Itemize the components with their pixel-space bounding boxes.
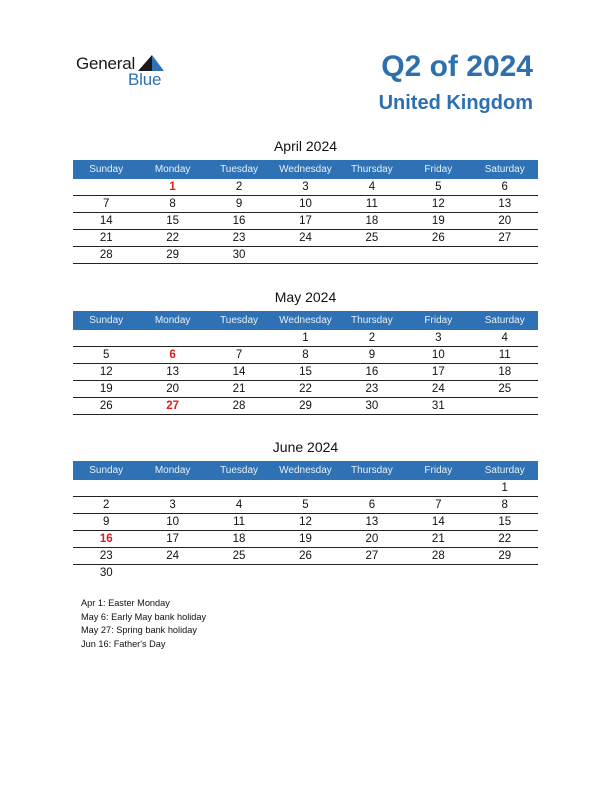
holiday-notes bbox=[81, 597, 206, 651]
weekday-label: Friday bbox=[424, 164, 453, 175]
day-cell: 7 bbox=[103, 198, 110, 210]
day-cell: 26 bbox=[99, 400, 113, 412]
day-cell: 27 bbox=[166, 400, 180, 412]
day-cell: 15 bbox=[498, 516, 512, 528]
month-title: April 2024 bbox=[273, 138, 338, 154]
weekday-label: Tuesday bbox=[220, 315, 259, 326]
empty-day-cell bbox=[339, 247, 405, 263]
week-row bbox=[73, 514, 538, 531]
day-cell: 31 bbox=[431, 400, 445, 412]
day-cell: 14 bbox=[99, 215, 113, 227]
day-cell: 23 bbox=[365, 383, 379, 395]
month-june bbox=[73, 437, 538, 581]
day-cell: 28 bbox=[99, 249, 113, 261]
day-cell: 24 bbox=[299, 232, 312, 244]
day-cell: 14 bbox=[431, 516, 445, 528]
day-cell: 1 bbox=[302, 332, 309, 344]
day-cell: 23 bbox=[232, 232, 246, 244]
day-cell: 17 bbox=[166, 533, 180, 545]
day-cell: 6 bbox=[368, 499, 376, 511]
weekday-header bbox=[73, 160, 538, 179]
week-row bbox=[73, 565, 538, 581]
weekday-label: Sunday bbox=[89, 465, 124, 476]
day-cell: 21 bbox=[99, 232, 113, 244]
day-cell: 13 bbox=[498, 198, 512, 210]
day-cell: 16 bbox=[99, 533, 113, 545]
day-cell: 17 bbox=[431, 366, 445, 378]
month-title: May 2024 bbox=[274, 289, 337, 305]
week-row bbox=[73, 531, 538, 548]
empty-day-cell bbox=[472, 565, 538, 581]
day-cell: 25 bbox=[498, 383, 512, 395]
empty-day-cell bbox=[339, 565, 405, 581]
week-row bbox=[73, 247, 538, 264]
day-cell: 4 bbox=[235, 499, 243, 511]
week-row bbox=[73, 398, 538, 415]
day-cell: 25 bbox=[365, 232, 379, 244]
empty-day-cell bbox=[472, 247, 538, 263]
weekday-label: Friday bbox=[424, 465, 453, 476]
weekday-label: Wednesday bbox=[279, 315, 332, 326]
day-cell: 24 bbox=[166, 550, 180, 562]
day-cell: 20 bbox=[498, 215, 512, 227]
day-cell: 3 bbox=[302, 181, 309, 193]
weekday-label: Sunday bbox=[89, 164, 124, 175]
holiday-note: May 6: Early May bank holiday bbox=[81, 611, 207, 622]
week-row bbox=[73, 381, 538, 398]
empty-day-cell bbox=[339, 480, 405, 496]
country-name: United Kingdom bbox=[378, 92, 533, 114]
month-may bbox=[73, 287, 538, 415]
day-cell: 10 bbox=[431, 349, 445, 361]
empty-day-cell bbox=[272, 480, 338, 496]
day-cell: 4 bbox=[501, 332, 508, 344]
day-cell: 24 bbox=[431, 383, 445, 395]
weekday-label: Saturday bbox=[484, 465, 525, 476]
day-cell: 25 bbox=[232, 550, 246, 562]
weekday-label: Thursday bbox=[351, 315, 393, 326]
day-cell: 8 bbox=[501, 499, 508, 511]
logo-triangle-icon bbox=[138, 53, 164, 71]
week-row bbox=[73, 364, 538, 381]
day-cell: 18 bbox=[232, 533, 246, 545]
week-row bbox=[73, 196, 538, 213]
day-cell: 22 bbox=[498, 533, 512, 545]
day-cell: 28 bbox=[232, 400, 246, 412]
month-april bbox=[73, 136, 538, 264]
weekday-label: Wednesday bbox=[279, 465, 332, 476]
empty-day-cell bbox=[272, 247, 338, 263]
day-cell: 13 bbox=[166, 366, 180, 378]
weekday-label: Monday bbox=[154, 315, 191, 326]
day-cell: 23 bbox=[99, 550, 113, 562]
day-cell: 30 bbox=[99, 567, 113, 579]
week-row bbox=[73, 330, 538, 347]
day-cell: 26 bbox=[299, 550, 312, 562]
day-cell: 18 bbox=[365, 215, 379, 227]
empty-day-cell bbox=[405, 565, 471, 581]
week-row bbox=[73, 480, 538, 497]
holiday-note: Jun 16: Father's Day bbox=[81, 638, 166, 649]
day-cell: 27 bbox=[365, 550, 379, 562]
week-row bbox=[73, 347, 538, 364]
weekday-label: Monday bbox=[154, 164, 191, 175]
day-cell: 10 bbox=[166, 516, 180, 528]
day-cell: 22 bbox=[299, 383, 312, 395]
day-cell: 14 bbox=[232, 366, 246, 378]
page-title: Q2 of 2024 bbox=[381, 50, 533, 83]
day-cell: 13 bbox=[365, 516, 379, 528]
logo bbox=[76, 52, 176, 88]
day-cell: 19 bbox=[99, 383, 113, 395]
day-cell: 9 bbox=[368, 349, 376, 361]
weekday-label: Tuesday bbox=[220, 465, 259, 476]
day-cell: 16 bbox=[365, 366, 379, 378]
weekday-label: Thursday bbox=[351, 164, 393, 175]
week-row bbox=[73, 497, 538, 514]
day-cell: 10 bbox=[299, 198, 312, 210]
day-cell: 28 bbox=[431, 550, 445, 562]
day-cell: 19 bbox=[431, 215, 445, 227]
weekday-label: Saturday bbox=[484, 164, 525, 175]
day-cell: 11 bbox=[498, 349, 511, 361]
month-title: June 2024 bbox=[272, 439, 339, 455]
day-cell: 5 bbox=[302, 499, 309, 511]
day-cell: 27 bbox=[498, 232, 512, 244]
day-cell: 5 bbox=[435, 181, 442, 193]
weekday-label: Monday bbox=[154, 465, 191, 476]
day-cell: 18 bbox=[498, 366, 512, 378]
day-cell: 8 bbox=[302, 349, 309, 361]
logo-blue-text: Blue bbox=[128, 70, 162, 89]
day-cell: 2 bbox=[103, 499, 110, 511]
weekday-label: Thursday bbox=[351, 465, 393, 476]
day-cell: 30 bbox=[365, 400, 379, 412]
weekday-label: Saturday bbox=[484, 315, 525, 326]
empty-day-cell bbox=[139, 330, 205, 346]
week-row bbox=[73, 179, 538, 196]
empty-day-cell bbox=[139, 480, 205, 496]
day-cell: 15 bbox=[299, 366, 312, 378]
day-cell: 9 bbox=[235, 198, 243, 210]
weekday-header bbox=[73, 311, 538, 330]
empty-day-cell bbox=[73, 179, 139, 195]
day-cell: 21 bbox=[431, 533, 445, 545]
day-cell: 29 bbox=[166, 249, 180, 261]
day-cell: 3 bbox=[435, 332, 442, 344]
day-cell: 4 bbox=[368, 181, 376, 193]
day-cell: 9 bbox=[103, 516, 110, 528]
empty-day-cell bbox=[272, 565, 338, 581]
week-row bbox=[73, 213, 538, 230]
week-row bbox=[73, 230, 538, 247]
day-cell: 16 bbox=[232, 215, 246, 227]
weekday-header bbox=[73, 461, 538, 480]
day-cell: 7 bbox=[435, 499, 442, 511]
day-cell: 6 bbox=[169, 349, 176, 361]
day-cell: 22 bbox=[166, 232, 180, 244]
day-cell: 21 bbox=[232, 383, 246, 395]
day-cell: 12 bbox=[299, 516, 312, 528]
holiday-note: Apr 1: Easter Monday bbox=[81, 598, 170, 608]
holiday-note: May 27: Spring bank holiday bbox=[81, 625, 197, 636]
weekday-label: Wednesday bbox=[279, 164, 332, 175]
day-cell: 12 bbox=[99, 366, 113, 378]
day-cell: 17 bbox=[299, 215, 312, 227]
day-cell: 1 bbox=[169, 181, 176, 193]
day-cell: 29 bbox=[299, 400, 312, 412]
day-cell: 12 bbox=[431, 198, 445, 210]
day-cell: 15 bbox=[166, 215, 180, 227]
day-cell: 26 bbox=[431, 232, 445, 244]
day-cell: 2 bbox=[368, 332, 376, 344]
empty-day-cell bbox=[206, 565, 272, 581]
day-cell: 11 bbox=[233, 516, 246, 528]
empty-day-cell bbox=[139, 565, 205, 581]
empty-day-cell bbox=[405, 247, 471, 263]
day-cell: 3 bbox=[169, 499, 176, 511]
empty-day-cell bbox=[472, 398, 538, 414]
weekday-label: Sunday bbox=[89, 315, 124, 326]
logo-general-text: General bbox=[76, 54, 136, 73]
day-cell: 11 bbox=[365, 198, 378, 210]
day-cell: 20 bbox=[365, 533, 379, 545]
day-cell: 2 bbox=[235, 181, 243, 193]
empty-day-cell bbox=[206, 480, 272, 496]
day-cell: 19 bbox=[299, 533, 312, 545]
day-cell: 30 bbox=[232, 249, 246, 261]
day-cell: 8 bbox=[169, 198, 176, 210]
empty-day-cell bbox=[206, 330, 272, 346]
empty-day-cell bbox=[405, 480, 471, 496]
day-cell: 6 bbox=[501, 181, 508, 193]
empty-day-cell bbox=[73, 330, 139, 346]
day-cell: 1 bbox=[501, 482, 508, 494]
day-cell: 7 bbox=[235, 349, 243, 361]
day-cell: 29 bbox=[498, 550, 512, 562]
week-row bbox=[73, 548, 538, 565]
weekday-label: Friday bbox=[424, 315, 453, 326]
empty-day-cell bbox=[73, 480, 139, 496]
weekday-label: Tuesday bbox=[220, 164, 259, 175]
day-cell: 20 bbox=[166, 383, 180, 395]
day-cell: 5 bbox=[103, 349, 110, 361]
